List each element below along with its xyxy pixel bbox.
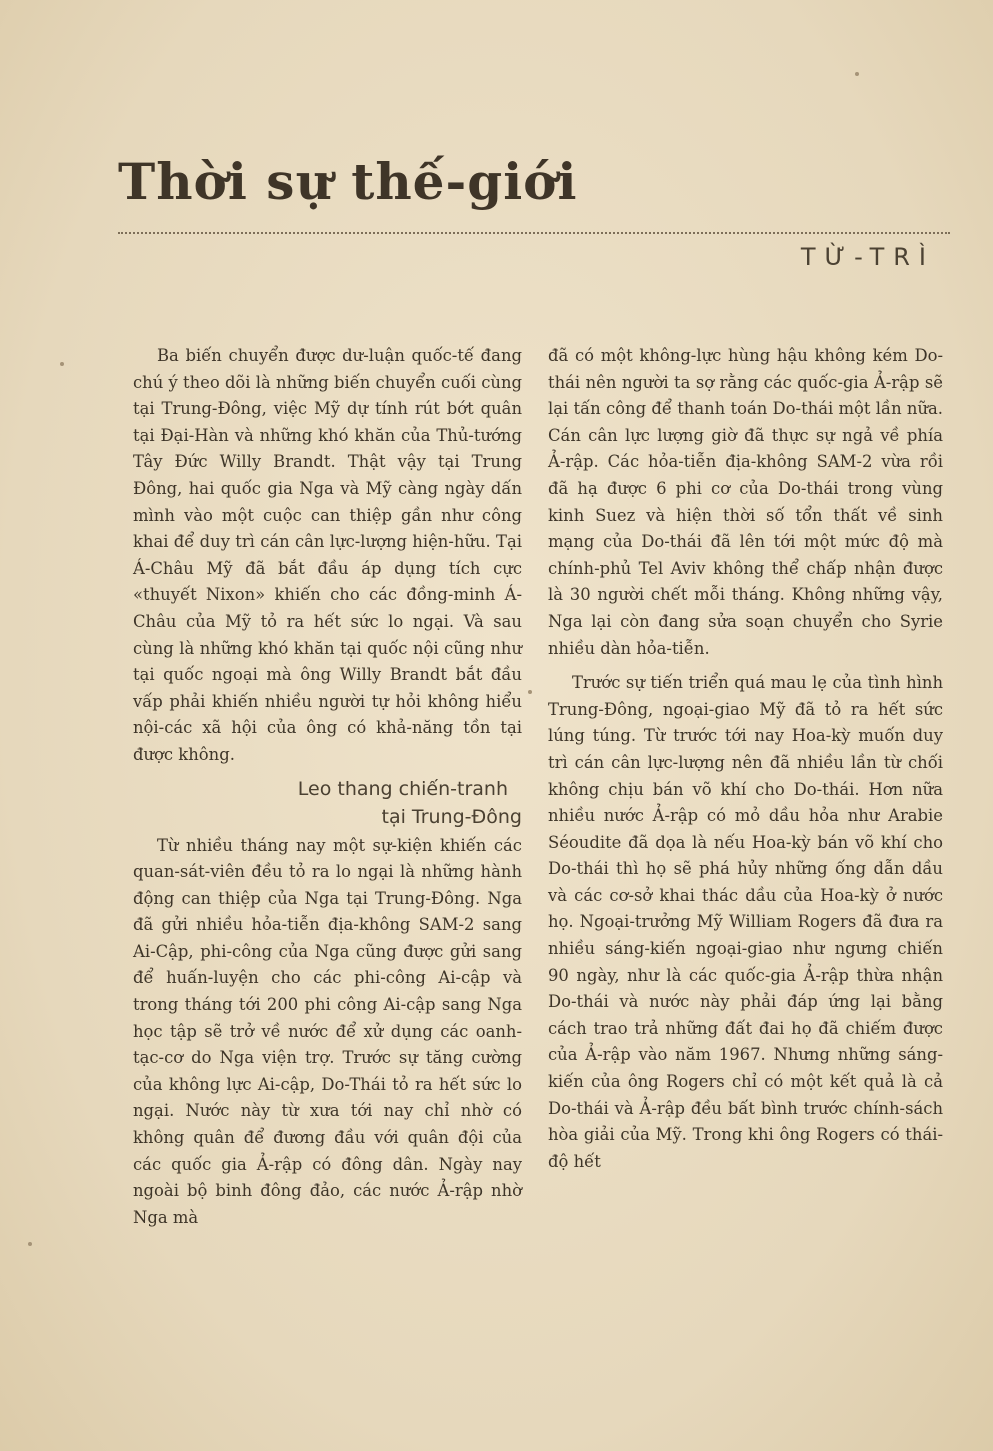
left-paragraph-2: Từ nhiều tháng nay một sự-kiện khiến các quan-sát-viên đều tỏ ra lo ngại là những hành động can thiệp của Nga tại Trung-Đông. Nga đã gửi nhiều hỏa-tiễn địa-không SAM-2 sang Ai-Cập, phi-công của Nga cũng được gửi sang để huấn-luyện cho các phi-công Ai-cập và trong tháng tới 200 phi công Ai-cập sang Nga học tập sẽ trở về nước để xử dụng các oanh-tạc-cơ do Nga viện trợ. Trước sự tăng cường của không lực Ai-cập, Do-Thái tỏ ra hết sức lo ngại. Nước này từ xưa tới nay chỉ nhờ có không quân để đương đầu với quân đội của các quốc gia Ả-rập có đông dân. Ngày nay ngoài bộ binh đông đảo, các nước Ả-rập nhờ Nga mà (133, 835, 522, 1227)
subheading-line-2: tại Trung-Đông (381, 805, 522, 828)
paper-speck (60, 362, 64, 366)
right-paragraph-2: Trước sự tiến triển quá mau lẹ của tình hình Trung-Đông, ngoại-giao Mỹ đã tỏ ra hết sức lúng túng. Từ trước tới nay Hoa-kỳ muốn duy trì cán cân lực-lượng nên đã nhiều lần từ chối không chịu bán võ khí cho Do-thái. Hơn nữa nhiều nước Ả-rập có mỏ dầu hỏa như Arabie Séoudite đã dọa là nếu Hoa-kỳ bán võ khí cho Do-thái thì họ sẽ phá hủy những ống dẫn dầu và các cơ-sở khai thác dầu của Hoa-kỳ ở nước họ. Ngoại-trưởng Mỹ William Rogers đã đưa ra nhiều sáng-kiến ngoại-giao như ngưng chiến 90 ngày, như là các quốc-gia Ả-rập thừa nhận Do-thái và nước này phải đáp ứng lại bằng cách trao trả những đất đai họ đã chiếm được của Ả-rập vào năm 1967. Nhưng những sáng-kiến của ông Rogers chỉ có một kết quả là cả Do-thái và Ả-rập đều bất bình trước chính-sách hòa giải của Mỹ. Trong khi ông Rogers có thái-độ hết (548, 673, 943, 1171)
paper-speck (28, 1242, 32, 1246)
author-byline: TỪ-TRÌ (800, 243, 935, 271)
paper-speck (855, 72, 859, 76)
right-paragraph-1: đã có một không-lực hùng hậu không kém Do-thái nên người ta sợ rằng các quốc-gia Ả-rập sẽ lại tấn công để thanh toán Do-thái một lần nữa. Cán cân lực lượng giờ đã thực sự ngả về phía Ả-rập. Các hỏa-tiễn địa-không SAM-2 vừa rồi đã hạ được 6 phi cơ của Do-thái trong vùng kinh Suez và hiện thời số tổn thất về sinh mạng của Do-thái đã lên tới một mức độ mà chính-phủ Tel Aviv không thể chấp nhận được là 30 người chết mỗi tháng. Không những vậy, Nga lại còn đang sửa soạn chuyển cho Syrie nhiều dàn hỏa-tiễn. (548, 346, 943, 658)
title-divider (118, 232, 950, 234)
left-column (133, 343, 522, 1231)
paper-speck (528, 690, 532, 694)
article-title: Thời sự thế-giới (118, 152, 578, 211)
left-paragraph-1: Ba biến chuyển được dư-luận quốc-tế đang chú ý theo dõi là những biến chuyển cuối cùng tại Trung-Đông, việc Mỹ dự tính rút bớt quân tại Đại-Hàn và những khó khăn của Thủ-tướng Tây Đức Willy Brandt. Thật vậy tại Trung Đông, hai quốc gia Nga và Mỹ càng ngày dấn mình vào một cuộc can thiệp gần như công khai để duy trì cán cân lực-lượng hiện-hữu. Tại Á-Châu Mỹ đã bắt đầu áp dụng tích cực «thuyết Nixon» khiến cho các đồng-minh Á-Châu của Mỹ tỏ ra hết sức lo ngại. Và sau cùng là những khó khăn tại quốc nội cũng như tại quốc ngoại mà ông Willy Brandt bắt đầu vấp phải khiến nhiều người tự hỏi không hiểu nội-các xã hội của ông có khả-năng tồn tại được không. (133, 346, 522, 764)
right-column (548, 343, 943, 1175)
section-subheading (133, 775, 522, 831)
subheading-line-1: Leo thang chiến-tranh (297, 777, 508, 800)
